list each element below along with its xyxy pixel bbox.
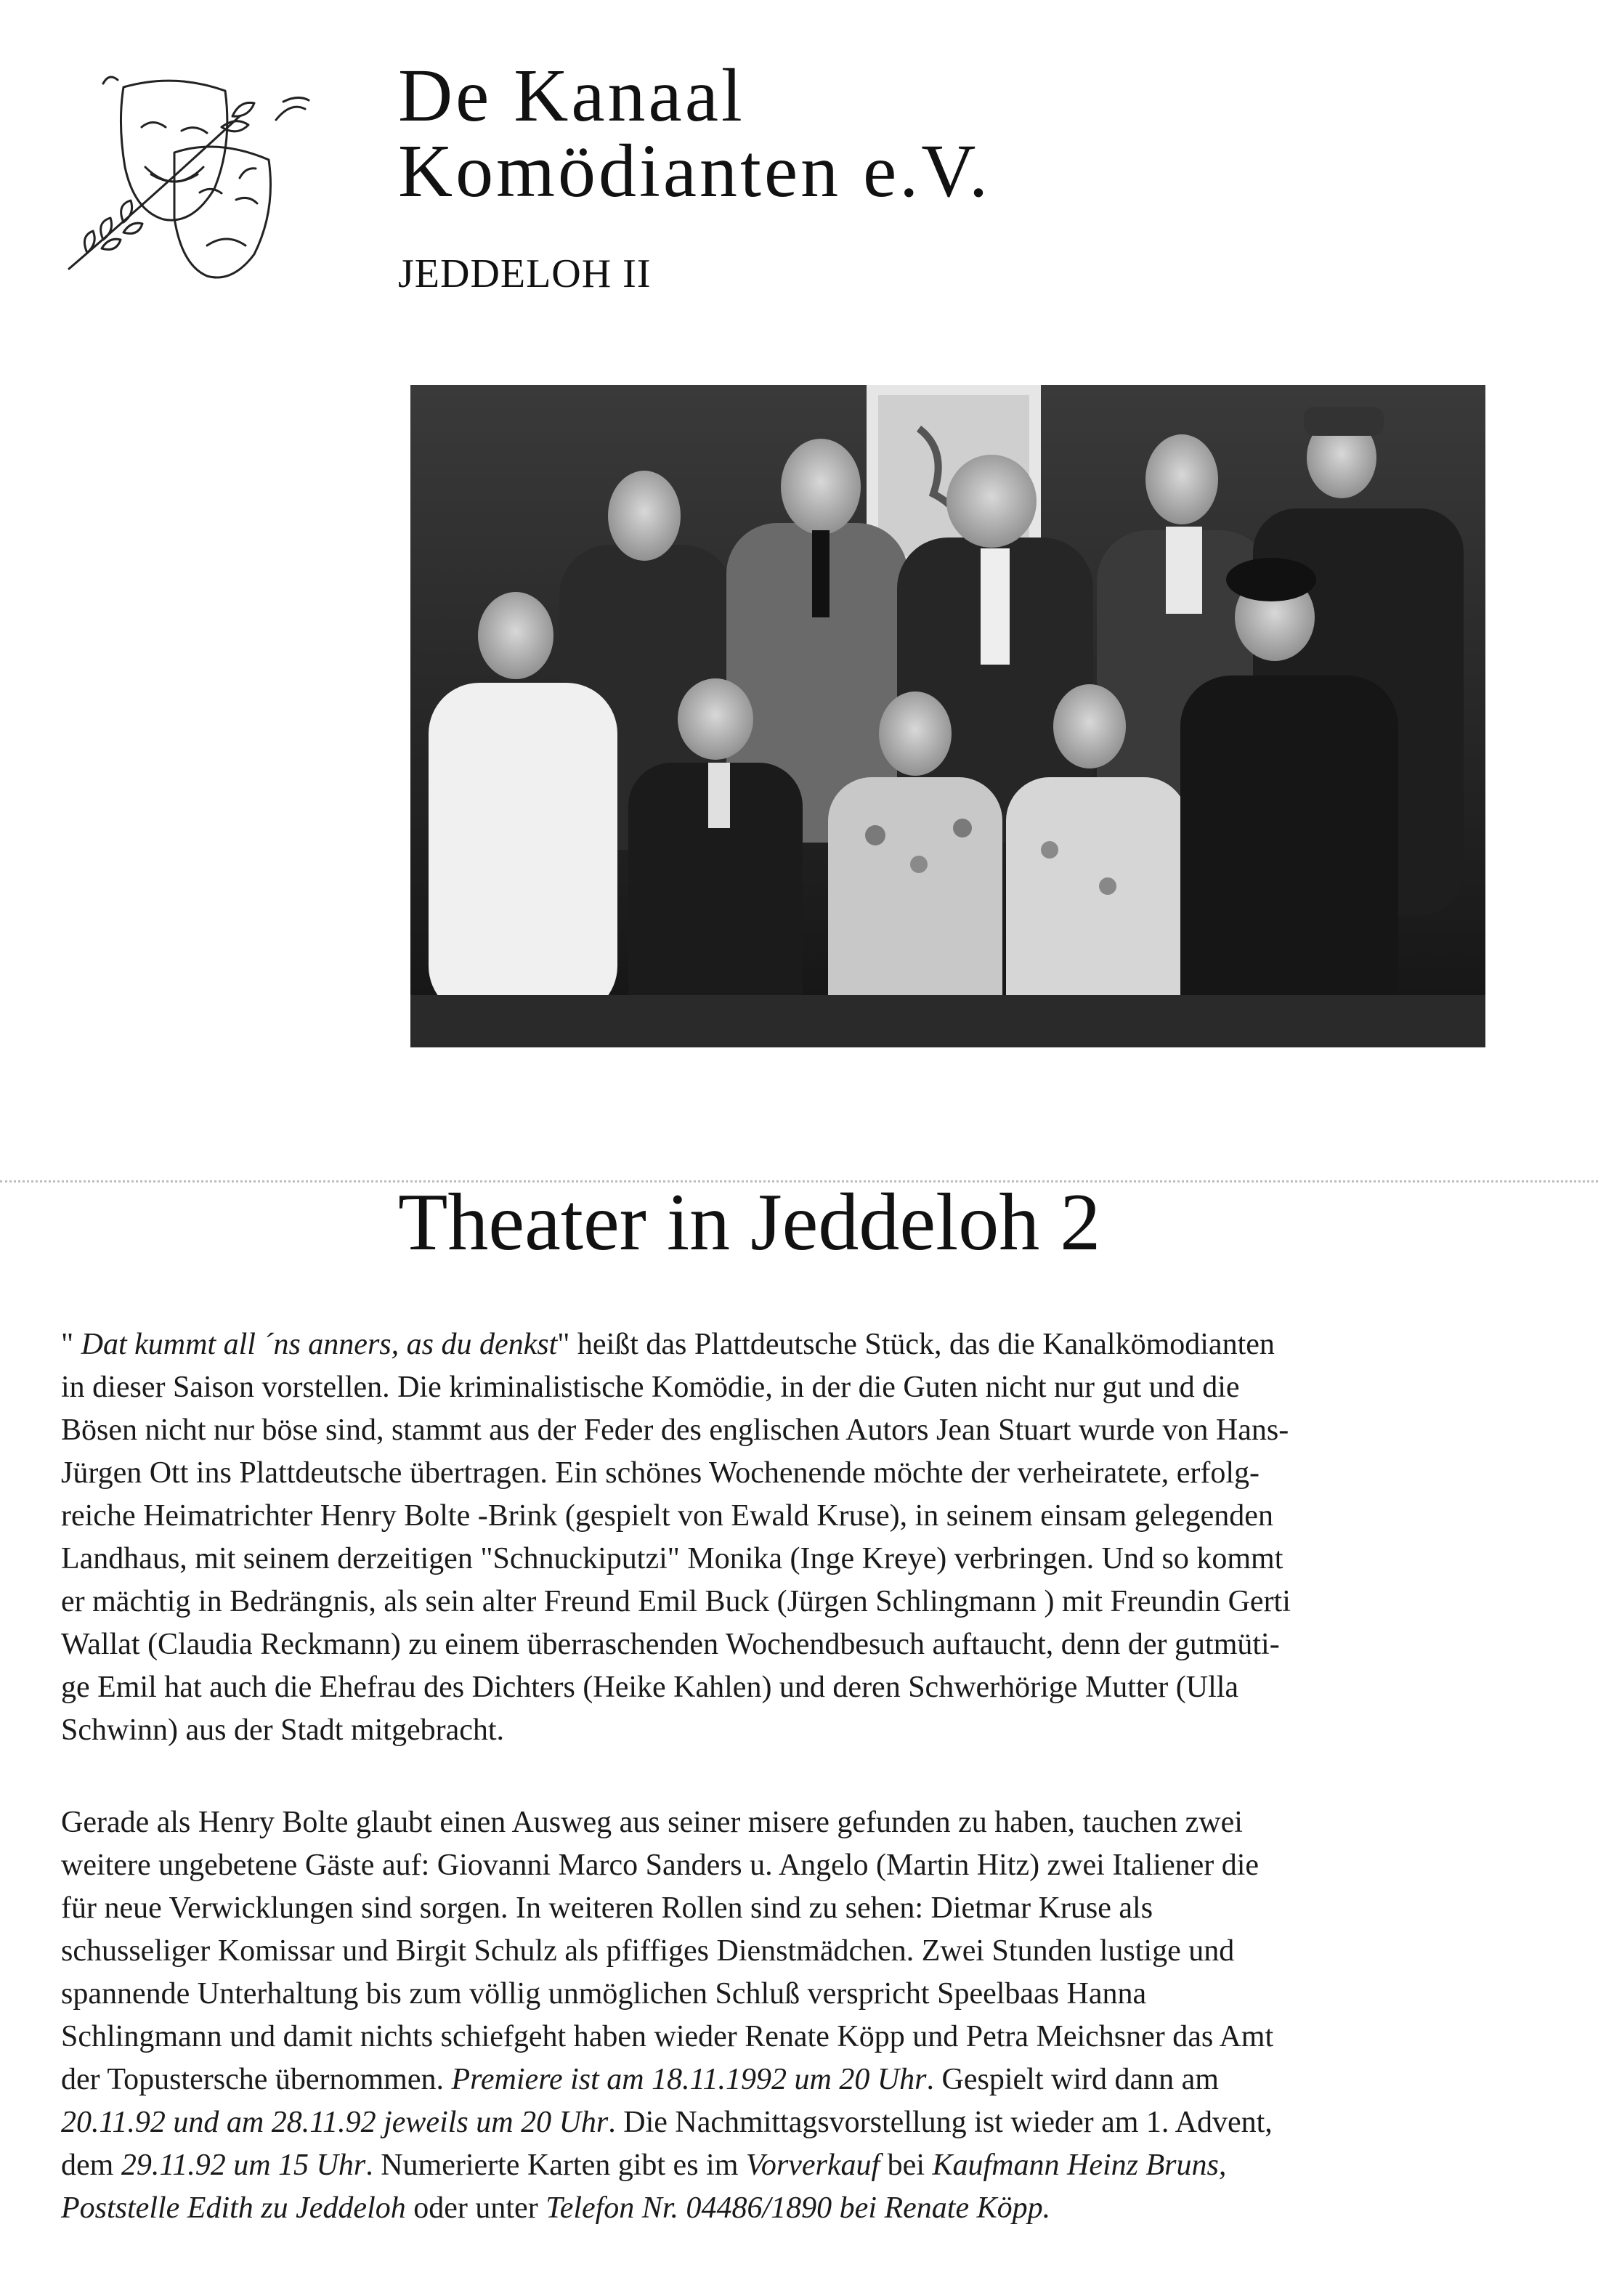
text-line (61, 1409, 1492, 1452)
text-segment: reiche Heimatrichter Henry Bolte -Brink (gespielt von Ewald Kruse), in seinem einsam gelegenden (61, 1499, 1273, 1533)
text-segment: Schlingmann und damit nichts schiefgeht haben wieder Renate Köpp und Petra Meichsner das Amt (61, 2020, 1274, 2053)
text-segment: Jürgen Ott ins Plattdeutsche übertragen. Ein schönes Wochenende möchte der verheiratete, erfolg- (61, 1456, 1260, 1490)
text-segment: . Die Nachmittagsvorstellung ist wieder am 1. Advent, (608, 2106, 1273, 2139)
text-segment: Wallat (Claudia Reckmann) zu einem überraschenden Wochendbesuch auftaucht, denn der gutmüti- (61, 1628, 1280, 1661)
text-segment: Gerade als Henry Bolte glaubt einen Ausweg aus seiner misere gefunden zu haben, tauchen zwei (61, 1806, 1243, 1839)
text-line (61, 1623, 1492, 1666)
text-line (61, 2016, 1492, 2058)
group-photo-image (410, 385, 1485, 1047)
text-segment: schusseliger Komissar und Birgit Schulz als pfiffiges Dienstmädchen. Zwei Stunden lustige und (61, 1934, 1235, 1968)
text-segment: der Topustersche übernommen. (61, 2063, 452, 2096)
italic-text: Vorverkauf (745, 2149, 880, 2182)
group-photo (410, 385, 1485, 1047)
italic-text: Kaufmann Heinz Bruns, (932, 2149, 1227, 2182)
text-line (61, 1887, 1492, 1930)
paragraph-gap (61, 1752, 1492, 1801)
theater-masks-icon (58, 58, 334, 291)
text-line (61, 1709, 1492, 1752)
org-name-line1: De Kanaal (398, 54, 745, 137)
article-paragraph-2 (61, 1801, 1492, 2230)
text-segment: er mächtig in Bedrängnis, als sein alter Freund Emil Buck (Jürgen Schlingmann ) mit Freundin Gerti (61, 1585, 1291, 1618)
text-segment: bei (880, 2149, 933, 2182)
italic-text: Poststelle Edith zu Jeddeloh (61, 2191, 406, 2225)
italic-text: Premiere ist am 18.11.1992 um 20 Uhr (451, 2063, 927, 2096)
text-line (61, 1323, 1492, 1366)
article-paragraph-1 (61, 1323, 1492, 1752)
text-segment: ge Emil hat auch die Ehefrau des Dichters (Heike Kahlen) und deren Schwerhörige Mutter (Ulla (61, 1671, 1239, 1704)
text-line (61, 2187, 1492, 2230)
italic-text: Dat kummt all ´ns anners, as du denkst (81, 1328, 558, 1361)
italic-text: 20.11.92 und am 28.11.92 jeweils um 20 Uhr (61, 2106, 609, 2139)
article-headline: Theater in Jeddeloh 2 (398, 1177, 1101, 1267)
text-segment: Landhaus, mit seinem derzeitigen "Schnuckiputzi" Monika (Inge Kreye) verbringen. Und so kommt (61, 1542, 1283, 1575)
text-line (61, 1581, 1492, 1623)
italic-text: 29.11.92 um 15 Uhr (121, 2149, 366, 2182)
text-line (61, 1495, 1492, 1538)
text-segment: in dieser Saison vorstellen. Die kriminalistische Komödie, in der die Guten nicht nur gut und die (61, 1371, 1240, 1404)
text-segment: spannende Unterhaltung bis zum völlig unmöglichen Schluß verspricht Speelbaas Hanna (61, 1977, 1147, 2011)
text-line (61, 1538, 1492, 1581)
text-segment: Schwinn) aus der Stadt mitgebracht. (61, 1713, 505, 1747)
italic-text: Telefon Nr. 04486/1890 bei Renate Köpp. (545, 2191, 1051, 2225)
text-segment: weitere ungebetene Gäste auf: Giovanni Marco Sanders u. Angelo (Martin Hitz) zwei Italiener die (61, 1849, 1260, 1882)
article-body (61, 1323, 1492, 2230)
text-segment: für neue Verwicklungen sind sorgen. In weiteren Rollen sind zu sehen: Dietmar Kruse als (61, 1891, 1153, 1925)
text-segment: oder unter (405, 2191, 546, 2225)
text-line (61, 1844, 1492, 1887)
text-line (61, 1366, 1492, 1409)
organization-name (398, 54, 991, 213)
text-line (61, 1666, 1492, 1709)
text-segment: . Gespielt wird dann am (926, 2063, 1219, 2096)
text-line (61, 1973, 1492, 2016)
text-line (61, 2144, 1492, 2187)
theater-masks-logo (58, 58, 334, 291)
org-name-line2: Komödianten e.V. (398, 129, 991, 213)
text-segment: " (61, 1328, 81, 1361)
text-segment: Bösen nicht nur böse sind, stammt aus der Feder des englischen Autors Jean Stuart wurde von Hans- (61, 1413, 1289, 1447)
organization-subtitle: JEDDELOH II (398, 251, 652, 296)
text-segment: " heißt das Plattdeutsche Stück, das die Kanalkömodianten (557, 1328, 1275, 1361)
text-segment: dem (61, 2149, 121, 2182)
text-line (61, 1452, 1492, 1495)
text-line (61, 1930, 1492, 1973)
text-segment: . Numerierte Karten gibt es im (365, 2149, 746, 2182)
text-line (61, 2101, 1492, 2144)
text-line (61, 1801, 1492, 1844)
text-line (61, 2058, 1492, 2101)
